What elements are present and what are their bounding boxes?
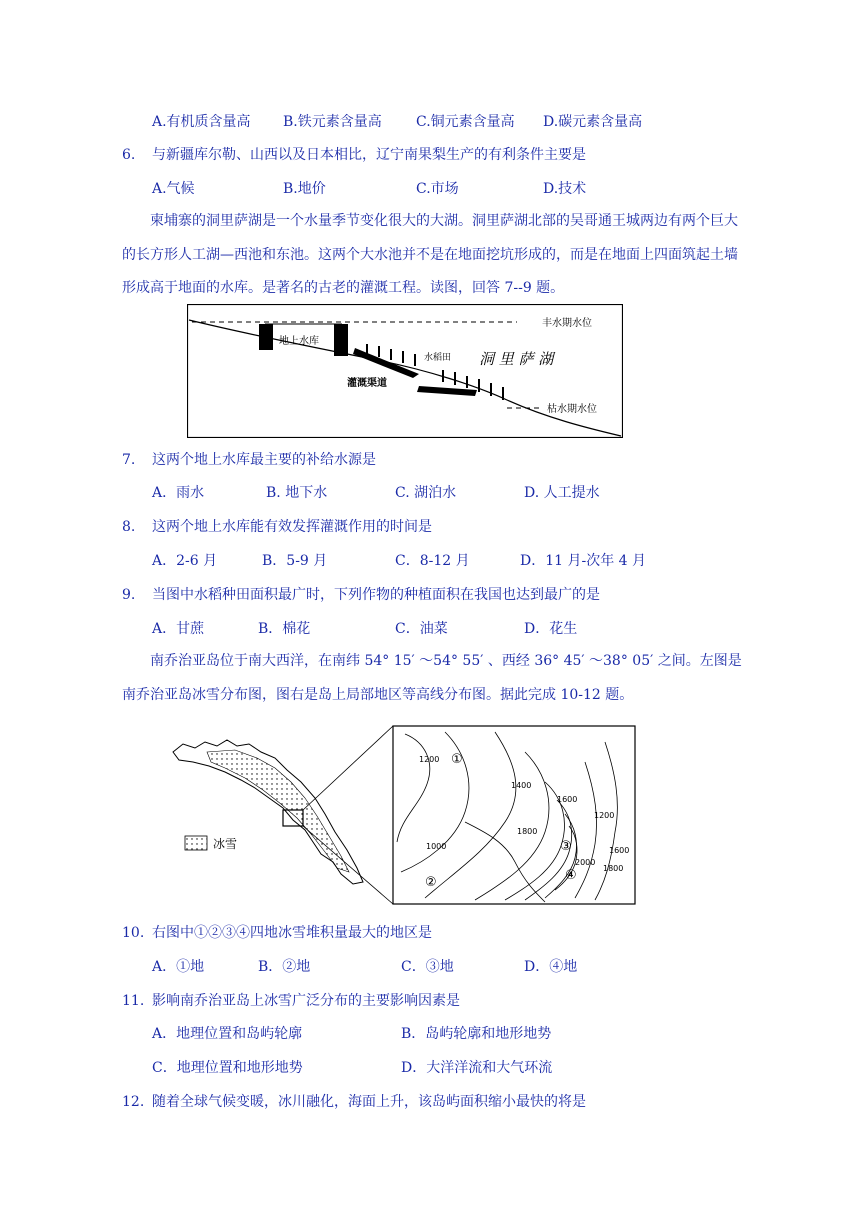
question-stem: 当图中水稻种田面积最广时，下列作物的种植面积在我国也达到最广的是	[152, 587, 600, 603]
option-b: B.地价	[283, 181, 326, 197]
question-stem: 右图中①②③④四地冰雪堆积量最大的地区是	[152, 925, 432, 941]
question-number: 6.	[122, 147, 136, 163]
passage-south-georgia: 南乔治亚岛位于南大西洋，在南纬 54° 15′ ～54° 55′ 、西经 36° 45′ ～38° 05′ 之间。左图是南乔治亚岛冰雪分布图，图右是岛上局部地区等高线分布图。据此完成 10-12 题。	[122, 653, 742, 703]
svg-text:1200: 1200	[419, 755, 440, 764]
question-number: 9.	[122, 587, 136, 603]
option-b: B．5-9 月	[262, 553, 328, 569]
canal-label: 灌溉渠道	[347, 378, 387, 389]
question-stem: 影响南乔治亚岛上冰雪广泛分布的主要影响因素是	[152, 993, 460, 1009]
lake-label: 洞 里 萨 湖	[479, 350, 554, 368]
paddy-label: 水稻田	[424, 353, 452, 363]
option-c: C.市场	[416, 181, 459, 197]
legend	[185, 836, 237, 851]
q5-option-b: B.铁元素含量高	[283, 114, 382, 130]
svg-text:1800: 1800	[517, 827, 538, 836]
option-c: C. 湖泊水	[395, 485, 457, 501]
question-number: 11.	[122, 993, 145, 1009]
reservoir-label: 地上水库	[279, 336, 319, 347]
question-number: 12.	[122, 1094, 145, 1110]
option-a: A．①地	[152, 959, 205, 975]
site-2: ②	[425, 875, 437, 890]
q5-option-c: C.铜元素含量高	[416, 114, 515, 130]
option-a: A．甘蔗	[152, 621, 205, 637]
option-a: A.气候	[152, 181, 195, 197]
option-a: A．雨水	[152, 485, 205, 501]
svg-text:1400: 1400	[511, 781, 532, 790]
option-c: C．③地	[401, 959, 454, 975]
svg-text:1600: 1600	[609, 846, 630, 855]
q5-option-d: D.碳元素含量高	[543, 114, 643, 130]
option-c: C．地理位置和地形地势	[152, 1060, 303, 1076]
q5-option-a: A.有机质含量高	[152, 114, 251, 130]
high-water-label: 丰水期水位	[542, 318, 592, 329]
option-b: B．②地	[258, 959, 311, 975]
low-water-label: 枯水期水位	[547, 404, 597, 415]
svg-text:2000: 2000	[575, 858, 596, 867]
option-b: B．棉花	[258, 621, 311, 637]
question-stem: 与新疆库尔勒、山西以及日本相比，辽宁南果梨生产的有利条件主要是	[152, 147, 586, 163]
option-d: D．大洋洋流和大气环流	[401, 1060, 553, 1076]
option-d: D．④地	[524, 959, 578, 975]
legend-label: 冰雪	[213, 837, 238, 851]
question-number: 10.	[122, 925, 145, 941]
svg-text:1000: 1000	[426, 842, 447, 851]
question-stem: 这两个地上水库能有效发挥灌溉作用的时间是	[152, 519, 432, 535]
passage-tonle-sap: 柬埔寨的洞里萨湖是一个水量季节变化很大的大湖。洞里萨湖北部的吴哥通王城两边有两个巨大的长方形人工湖—西池和东池。这两个大水池并不是在地面挖坑形成的，而是在地面上四面筑起土墙形成高于地面的水库。是著名的古老的灌溉工程。读图，回答 7--9 题。	[122, 213, 738, 296]
option-c: C．油菜	[395, 621, 448, 637]
question-stem: 这两个地上水库最主要的补给水源是	[152, 452, 376, 468]
option-d: D．花生	[524, 621, 578, 637]
option-d: D．11 月-次年 4 月	[520, 553, 647, 569]
site-3: ③	[560, 839, 572, 854]
south-georgia-figure	[165, 722, 640, 912]
reservoir-cross-section-figure	[187, 304, 623, 442]
svg-text:1800: 1800	[603, 864, 624, 873]
question-number: 8.	[122, 519, 136, 535]
option-a: A．地理位置和岛屿轮廓	[152, 1026, 303, 1042]
question-number: 7.	[122, 452, 136, 468]
contour-map	[393, 726, 635, 904]
svg-text:1200: 1200	[594, 811, 615, 820]
option-d: D. 人工提水	[524, 485, 600, 501]
site-4: ④	[565, 868, 577, 883]
option-b: B．岛屿轮廓和地形地势	[401, 1026, 552, 1042]
option-b: B. 地下水	[266, 485, 328, 501]
option-a: A．2-6 月	[152, 553, 218, 569]
site-1: ①	[451, 752, 463, 767]
svg-text:1600: 1600	[557, 795, 578, 804]
question-stem: 随着全球气候变暖，冰川融化，海面上升，该岛屿面积缩小最快的将是	[152, 1094, 586, 1110]
option-d: D.技术	[543, 181, 587, 197]
island-map	[173, 726, 393, 904]
option-c: C．8-12 月	[395, 553, 470, 569]
